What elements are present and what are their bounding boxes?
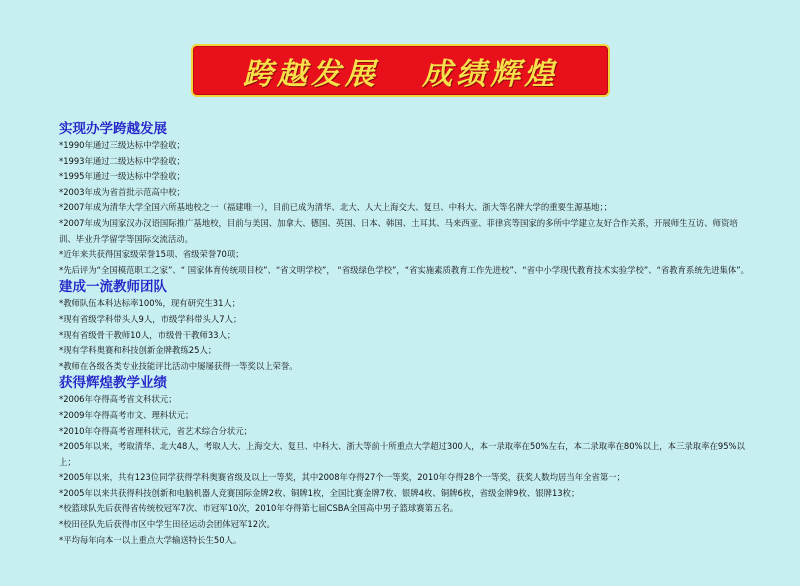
list-item: *2009年夺得高考市文、理科状元； (59, 409, 194, 420)
list-item: *教师队伍本科达标率100%，现有研究生31人； (59, 298, 241, 309)
title-banner (191, 44, 610, 97)
list-item: *2010年夺得高考省理科状元，省艺术综合分状元； (59, 425, 252, 436)
list-item: *现有学科奥赛和科技创新金牌教练25人； (59, 345, 217, 356)
list-item: *1990年通过三级达标中学验收； (59, 140, 186, 150)
list-item: *现有省级学科带头人9人，市级学科带头人7人； (59, 313, 242, 324)
section-achievements (59, 375, 759, 548)
list-item: *教师在各级各类专业技能评比活动中屡屡获得一等奖以上荣誉。 (59, 360, 298, 371)
list-item: *2005年以来共获得科技创新和电脑机器人竞赛国际金牌2枚、铜牌1枚，全国比赛金牌7枚、银牌4枚、铜牌6枚，省级金牌9枚、银牌13枚； (59, 487, 580, 498)
list-item: *2003年成为省首批示范高中校； (59, 186, 186, 197)
section-title: 获得辉煌教学业绩 (59, 375, 167, 392)
list-item: *2005年以来，考取清华、北大48人，考取人大、上海交大、复旦、中科大、浙大等前十所重点大学超过300人，本一录取率在50%左右，本二录取率在80%以上，本三录取率在95%以上； (59, 441, 745, 467)
list-item: *2007年成为国家汉办汉语国际推广基地校，目前与美国、加拿大、德国、英国、日本、韩国、土耳其、马来西亚、菲律宾等国家的多所中学建立友好合作关系，开展师生互访、师资培训、毕业升学留学等国际交流活动。 (59, 217, 738, 244)
main-content (59, 121, 759, 548)
list-item: *近年来共获得国家级荣誉15项、省级荣誉70项； (59, 249, 244, 260)
list-item: *校田径队先后获得市区中学生田径运动会团体冠军12次。 (59, 519, 275, 530)
list-item: *1993年通过二级达标中学验收； (59, 155, 186, 166)
section-title: 实现办学跨越发展 (59, 121, 167, 137)
list-item: *现有省级骨干教师10人，市级骨干教师33人； (59, 329, 236, 340)
list-item: *先后评为“全国模范职工之家”、“ 国家体育传统项目校”、“省文明学校”， “省级绿色学校”，“省实施素质教育工作先进校”、“省中小学现代教育技术实验学校”、“省教育系统先进集体”。 (59, 264, 749, 275)
section-development (59, 121, 759, 278)
list-item: *校篮球队先后获得省传统校冠军7次、市冠军10次，2010年夺得第七届CSBA全国高中男子篮球赛第五名。 (59, 503, 459, 514)
list-item: *2005年以来，共有123位同学获得学科奥赛省级及以上一等奖，其中2008年夺得27个一等奖，2010年夺得28个一等奖，获奖人数均居当年全省第一； (59, 472, 626, 483)
section-teachers (59, 279, 759, 374)
list-item: *1995年通过一级达标中学验收； (59, 171, 186, 182)
banner-title: 跨越发展 成绩辉煌 (242, 56, 559, 92)
list-item: *2006年夺得高考省文科状元； (59, 394, 177, 405)
list-item: *平均每年向本一以上重点大学输送特长生50人。 (59, 534, 242, 545)
section-title: 建成一流教师团队 (59, 279, 167, 296)
list-item: *2007年成为清华大学全国六所基地校之一（福建唯一），目前已成为清华、北大、人大上海交大、复旦、中科大、浙大等名牌大学的重要生源基地；； (59, 202, 613, 213)
